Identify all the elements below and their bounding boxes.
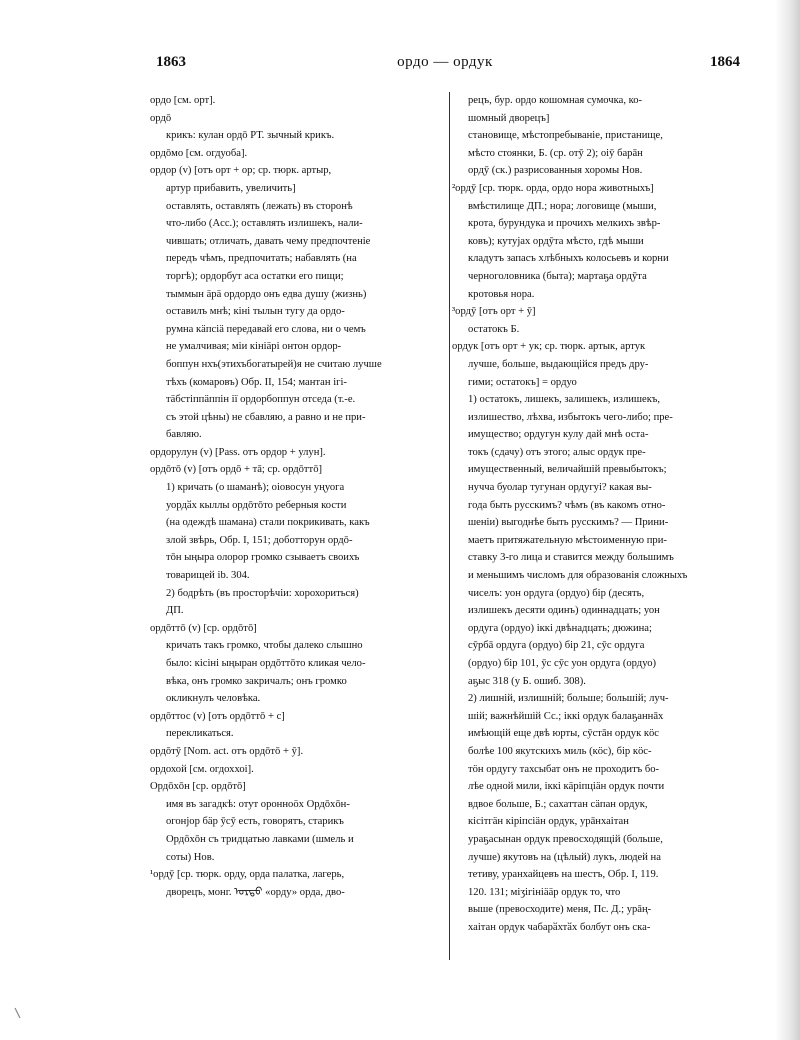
text-line: ордōттос (v) [отъ ордōттō + с] — [150, 710, 285, 722]
text-line: тѣхъ (комаровъ) Обр. II, 154; мантан ігі- — [166, 376, 347, 388]
text-line: токъ (сдачу) отъ этого; алыс ордук пре- — [468, 446, 646, 458]
text-line: 120. 131; міӡігініӓӓр ордук то, что — [468, 886, 621, 898]
text-line: не умалчивая; міи кініӓрі онтон ордор- — [166, 341, 342, 353]
text-line: имѣющій еще двѣ юрты, сӯстāн ордук кӧс — [468, 728, 660, 740]
text-line: тӧн ордугу тахсыбат онъ не проходитъ бо- — [468, 763, 660, 775]
text-line: излишекъ десяти одинъ) одиннадцать; уон — [468, 605, 660, 617]
text-line: хаітан ордук чабарӑхтӑх болбут онъ ска- — [468, 921, 651, 933]
text-line: становище, мѣстопребываніе, пристанище, — [468, 130, 663, 142]
text-line: тӓбстіппӓппін ії ордорбоппун отседа (т.-е. — [166, 394, 356, 406]
text-line: гими; остатокъ] = ордуо — [468, 376, 577, 388]
text-line: кісітгӓн кіріпсіӓн ордук, урāнхаітан — [468, 816, 629, 828]
text-line: маетъ притяжательную мѣстоименную при- — [468, 534, 667, 546]
page-number-left: 1863 — [156, 54, 186, 70]
text-line: уордӑх кыллы ордōтōто реберныя кости — [166, 499, 347, 511]
text-line: года быть русскимъ? чѣмъ (въ какомъ отно- — [468, 499, 666, 511]
text-line: остатокъ Б. — [468, 323, 520, 335]
text-line: чившать; отличать, давать чему предпочтеніе — [166, 235, 371, 247]
text-line: тетиву, уранхайцевъ на шестъ, Обр. I, 119. — [468, 869, 659, 881]
left-column — [150, 92, 442, 901]
text-line: лучше) якутовъ на (цѣлый) лукъ, людей на — [468, 851, 661, 863]
text-line: дворецъ, монг. ᠣᠷᠳᠤ «орду» орда, дво- — [166, 886, 345, 898]
text-line: ордор (v) [отъ орт + ор; ср. тюрк. артыр, — [150, 165, 332, 177]
text-line: имущественный, величайшій превыбытокъ; — [468, 464, 667, 476]
page-header — [150, 54, 740, 78]
text-line: мѣсто стоянки, Б. (ср. отӯ 2); оіӯ барāн — [468, 147, 643, 159]
text-line: лѣе одной мили, іккі кӓріпціӓн ордук почти — [468, 781, 665, 793]
text-line: ордōмо [см. огдуоба]. — [150, 147, 248, 159]
text-line: Ордōхōн съ тридцатью лавками (шмель и — [166, 833, 354, 845]
text-line: ордохой [см. огдоххоі]. — [150, 763, 254, 775]
text-line: ордуга (ордуо) іккі двѣнадцать; дюжина; — [468, 622, 652, 634]
text-line: товарищей ib. 304. — [166, 570, 250, 582]
text-line: имущество; ордугун кулу дай мнѣ оста- — [468, 429, 649, 441]
text-line: съ этой цѣны) не сбавляю, а равно и не при- — [166, 411, 366, 423]
text-line: шомный дворецъ] — [468, 112, 550, 124]
text-line: ордōтӯ [Nom. act. отъ ордōтō + ӯ]. — [150, 745, 304, 757]
text-line: перекликаться. — [166, 728, 234, 740]
text-line: тōн ыңыра олорор громко сзываетъ своихъ — [166, 552, 360, 564]
text-line: (на одеждѣ шамана) стали покрикивать, какъ — [166, 517, 370, 529]
text-line: кладутъ запасъ хлѣбныхъ колосьевъ и корни — [468, 253, 669, 265]
text-line: крота, бурундука и прочихъ мелкихъ звѣр- — [468, 218, 661, 230]
text-line: торгѣ); ордорбут аса остатки его пищи; — [166, 270, 344, 282]
text-line: 1) остатокъ, лишекъ, залишекъ, излишекъ, — [468, 394, 661, 406]
text-line: боппун нхъ(этихъбогатырей)я не считаю лучше — [166, 358, 382, 370]
text-line: имя въ загадкѣ: отут оронноӧх Ордōхōн- — [166, 798, 350, 810]
text-line: (ордуо) бір 101, ӯс сӯс уон ордуга (ордуо) — [468, 658, 657, 669]
text-line: ордō — [150, 112, 172, 124]
text-line: ордорулун (v) [Pass. отъ ордор + улун]. — [150, 446, 326, 458]
text-line: тыммын ӓрӓ ордордо онъ едва душу (жизнь) — [166, 288, 367, 300]
text-line: злой звѣрь, Обр. I, 151; доботторун ордō- — [166, 534, 353, 546]
text-line: передъ чѣмъ, предпочитать; набавлять (на — [166, 253, 357, 265]
text-line: ³ордӯ [отъ орт + ӯ] — [452, 306, 536, 318]
text-line: черноголовника (быта); мартаҕа ордӯта — [468, 270, 647, 282]
text-line: огонјор бӓр ӯсӯ есть, говорятъ, старикъ — [166, 816, 344, 828]
text-line: оставилъ мнѣ; кіні тылын тугу да ордо- — [166, 306, 345, 318]
text-line: ²ордӯ [ср. тюрк. орда, ордо нора животныхъ] — [452, 182, 654, 194]
text-line: ордо [см. орт]. — [150, 95, 216, 106]
text-line: ордōттō (v) [ср. ордōтō] — [150, 622, 257, 634]
text-line: артур прибавить, увеличить] — [166, 182, 296, 194]
text-line: рецъ, бур. ордо кошомная сумочка, ко- — [468, 95, 643, 106]
text-line: и меньшимъ числомъ для образованія сложныхъ — [468, 570, 688, 582]
text-line: чиселъ: уон ордуга (ордуо) бір (десять, — [468, 587, 645, 599]
text-line: выше (превосходите) меня, Пс. Д.; урāң- — [468, 904, 652, 916]
page-number-right: 1864 — [710, 54, 740, 70]
text-line: окликнулъ человѣка. — [166, 693, 261, 705]
text-line: румна кӓпсіӓ передавай его слова, ни о чемъ — [166, 323, 366, 335]
text-line: было: кісіні ыңыран ордōттōто кликая чело- — [166, 658, 366, 669]
edge-mark — [14, 1006, 22, 1020]
text-line: 1) кричать (о шаманѣ); оіовосун уңуога — [166, 482, 345, 494]
text-line: 2) бодрѣть (въ просторѣчіи: хорохориться) — [166, 587, 359, 599]
text-line: 2) лишній, излишній; больше; большій; луч- — [468, 693, 669, 705]
text-line: лучше, больше, выдающійся предъ дру- — [468, 358, 649, 370]
right-column — [452, 92, 742, 937]
text-line: оставлять, оставлять (лежать) въ сторонѣ — [166, 200, 353, 212]
text-line: ордӯ (ск.) разрисованныя хоромы Нов. — [468, 165, 643, 177]
text-line: ордōтō (v) [отъ ордō + тā; ср. ордōттō] — [150, 464, 323, 476]
text-line: соты) Нов. — [166, 851, 215, 863]
column-divider — [449, 92, 450, 960]
text-line: ставку 3-го лица и ставится между большимъ — [468, 552, 674, 564]
text-line: сӯрбā ордуга (ордуо) бір 21, сӯс ордуга — [468, 640, 645, 652]
text-line: шій; важнѣйшій Сс.; іккі ордук балаҕаннāх — [468, 710, 664, 722]
text-line: что-либо (Acc.); оставлять излишекъ, нали- — [166, 218, 363, 230]
text-line: ДП. — [166, 605, 184, 617]
text-line: кричать такъ громко, чтобы далеко слышно — [166, 640, 363, 652]
text-line: вѣка, онъ громко закричалъ; онъ громко — [166, 675, 347, 687]
text-line: бавляю. — [166, 429, 202, 441]
text-line: нучча буолар тугунан ордугуі? какая вы- — [468, 482, 652, 494]
text-line: аҕыс 318 (у Б. ошиб. 308). — [468, 675, 586, 687]
text-line: ¹ордӯ [ср. тюрк. орду, орда палатка, лагерь, — [150, 869, 345, 881]
text-line: кротовья нора. — [468, 288, 535, 300]
text-line: крикъ: кулан ордō РТ. зычный крикъ. — [166, 130, 335, 142]
text-line: ордук [отъ орт + ук; ср. тюрк. артык, артук — [452, 341, 646, 353]
text-line: болѣе 100 якутскихъ миль (кӧс), бір кӧс- — [468, 745, 652, 757]
text-line: вмѣстилище ДП.; нора; логовище (мыши, — [468, 200, 657, 212]
text-line: ковъ); кутујах ордӯта мѣсто, гдѣ мыши — [468, 235, 644, 247]
running-title: ордо — ордук — [397, 54, 493, 70]
text-line: ураҕасынан ордук превосходящій (больше, — [468, 833, 663, 845]
text-line: излишество, лѣхва, избытокъ чего-либо; пре- — [468, 411, 673, 423]
text-line: вдвое больше, Б.; сахаттан сӓпан ордук, — [468, 798, 648, 810]
text-line: шеніи) выгоднѣе быть русскимъ? — Прини- — [468, 517, 669, 529]
text-line: Ордōхōн [ср. ордōтō] — [150, 781, 246, 793]
